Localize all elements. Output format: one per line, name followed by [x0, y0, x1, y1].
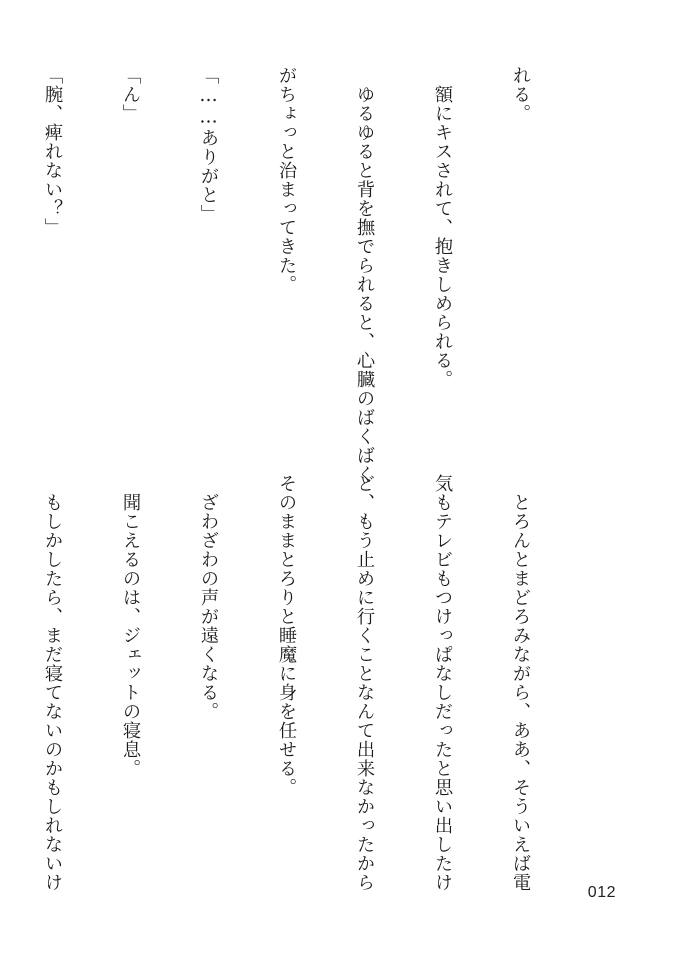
text-line: れる。 — [510, 66, 531, 123]
text-line: もしかしたら、まだ寝てないのかもしれないけ — [42, 474, 63, 892]
text-line: ゆるゆると背を撫でられると、心臓のばくばく — [354, 66, 375, 484]
text-line: 「腕、痺れない？」 — [42, 66, 63, 237]
text-block-lower — [0, 474, 585, 892]
text-line: ざわざわの声が遠くなる。 — [198, 474, 219, 721]
text-line: ど、もう止めに行くことなんて出来なかったから — [354, 474, 375, 892]
text-line: とろんとまどろみながら、ああ、そういえば電 — [510, 474, 531, 892]
text-line: 聞こえるのは、ジェットの寝息。 — [120, 474, 141, 778]
text-block-upper — [0, 66, 585, 484]
text-line: 額にキスされて、抱きしめられる。 — [432, 66, 453, 389]
text-line: そのままとろりと睡魔に身を任せる。 — [276, 474, 297, 797]
text-line: 「……ありがと」 — [198, 66, 219, 224]
text-line: がちょっと治まってきた。 — [276, 66, 297, 294]
text-line: 気もテレビもつけっぱなしだったと思い出したけ — [432, 474, 453, 892]
page-number: 012 — [587, 884, 616, 901]
text-line: 「ん」 — [120, 66, 141, 123]
